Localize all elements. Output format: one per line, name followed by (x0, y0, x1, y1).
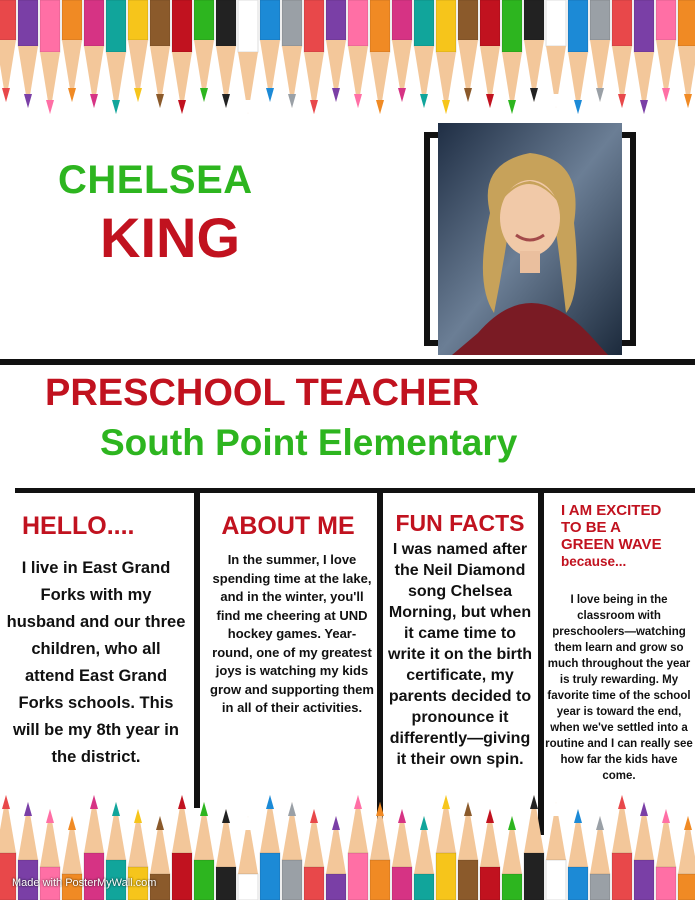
pencil (678, 816, 695, 900)
pencil (414, 816, 434, 900)
pencil (568, 809, 588, 900)
hello-heading: HELLO.... (22, 512, 135, 540)
pencil (392, 809, 412, 900)
pencil (524, 0, 544, 102)
green-wave-heading-line-3: GREEN WAVE (561, 536, 662, 553)
pencil (612, 795, 632, 900)
pencil-row-top (0, 0, 695, 125)
pencil (348, 0, 368, 108)
green-wave-heading (544, 502, 694, 570)
pencil (326, 816, 346, 900)
pencil (370, 0, 390, 114)
teacher-photo (438, 123, 622, 355)
pencil (436, 795, 456, 900)
pencil (194, 802, 214, 900)
about-me-body: In the summer, I love spending time at the lake, and in the winter, you'll find me cheering at UND hockey games. Year-round, one of my greatest joys is watching my kids grow and supporting them in all of their activities. (210, 552, 374, 715)
pencil (84, 0, 104, 108)
pencil (216, 809, 236, 900)
pencil (414, 0, 434, 108)
pencil (194, 0, 214, 102)
pencil (612, 0, 632, 108)
pencil (40, 0, 60, 114)
green-wave-column (544, 502, 694, 784)
pencil (590, 0, 610, 102)
teacher-first-name: CHELSEA (58, 158, 253, 202)
pencil (150, 0, 170, 108)
pencil (370, 802, 390, 900)
credit-text: Made with PosterMyWall.com (12, 877, 157, 889)
divider-top (0, 359, 695, 365)
green-wave-body: I love being in the classroom with preschoolers—watching them learn and grow so much throughout the year is truly rewarding. My favorite time of the school year is toward the end, when we've settled into a routine and I can really see how far the kids have come. (545, 594, 693, 782)
pencil (480, 809, 500, 900)
fun-facts-body: I was named after the Neil Diamond song Chelsea Morning, but when it came time to write it on the birth certificate, my parents decided to pronounce it differently—giving it their own spin. (388, 541, 532, 768)
green-wave-heading-line-1: I AM EXCITED (561, 502, 662, 519)
pencil (238, 816, 258, 900)
pencil (458, 0, 478, 102)
pencil (282, 0, 302, 108)
pencil (546, 0, 566, 108)
job-title: PRESCHOOL TEACHER (45, 372, 480, 414)
pencil (304, 809, 324, 900)
green-wave-heading-line-2: TO BE A (561, 519, 622, 536)
teacher-last-name: KING (100, 206, 240, 269)
pencil (480, 0, 500, 108)
pencil (128, 0, 148, 102)
fun-facts-column (384, 510, 536, 770)
pencil (436, 0, 456, 114)
fun-facts-heading: FUN FACTS (395, 510, 525, 536)
pencil (172, 0, 192, 114)
pencil (0, 0, 16, 102)
pencil (282, 802, 302, 900)
column-divider-2 (377, 490, 383, 835)
pencil (634, 0, 654, 114)
pencil (260, 795, 280, 900)
green-wave-heading-sub: because... (561, 554, 627, 569)
about-me-heading: ABOUT ME (221, 512, 355, 540)
about-me-column (200, 512, 376, 718)
pencil (634, 802, 654, 900)
pencil (62, 0, 82, 102)
pencil (656, 809, 676, 900)
hello-column (0, 512, 190, 771)
school-name: South Point Elementary (100, 422, 518, 463)
pencil (392, 0, 412, 102)
pencil-border-top (0, 0, 695, 125)
pencil (546, 802, 566, 900)
pencil (216, 0, 236, 108)
portrait-image (438, 123, 622, 355)
pencil (502, 816, 522, 900)
pencil (238, 0, 258, 114)
pencil (348, 795, 368, 900)
pencil (502, 0, 522, 114)
pencil (326, 0, 346, 102)
pencil (106, 0, 126, 114)
hello-body: I live in East Grand Forks with my husband and our three children, who all attend East Grand Forks schools. This will be my 8th year in the district. (6, 559, 186, 766)
pencil (458, 802, 478, 900)
pencil (524, 795, 544, 900)
pencil (304, 0, 324, 114)
pencil (568, 0, 588, 114)
pencil (18, 0, 38, 108)
pencil (172, 795, 192, 900)
pencil (678, 0, 695, 108)
pencil (260, 0, 280, 102)
pencil (656, 0, 676, 102)
divider-middle (15, 488, 695, 493)
pencil (590, 816, 610, 900)
